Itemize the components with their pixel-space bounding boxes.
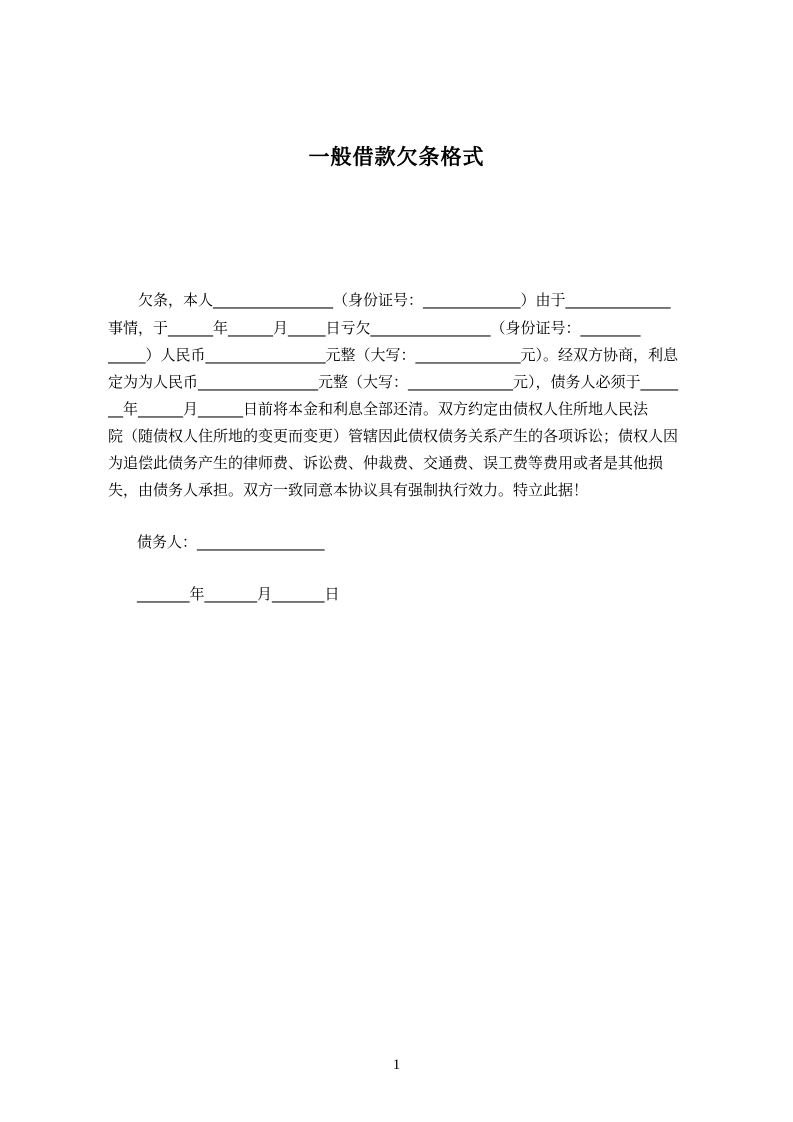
debtor-signature-line: 债务人：_________________ — [137, 533, 325, 551]
body-line-4: 定为为人民币________________元整（大写：______________元），债务人必须于_____ — [108, 373, 679, 391]
signature-date-line: _______年_______月_______日 — [137, 585, 340, 603]
document-title: 一般借款欠条格式 — [308, 145, 485, 169]
page-number: 1 — [392, 1057, 401, 1073]
body-line-8: 失，由债务人承担。双方一致同意本协议具有强制执行效力。特立此据！ — [108, 481, 589, 499]
body-line-6: 院（随债权人住所地的变更而变更）管辖因此债权债务关系产生的各项诉讼；债权人因 — [108, 427, 679, 445]
body-line-7: 为追偿此债务产生的律师费、诉讼费、仲裁费、交通费、误工费等费用或者是其他损 — [108, 454, 664, 472]
body-line-2: 事情，于______年______月_____日亏欠________________（身份证号：________ — [108, 319, 641, 337]
body-line-1: 欠条，本人________________（身份证号：_____________）由于______________ — [138, 291, 671, 309]
body-line-3: _____）人民币________________元整（大写：______________元）。经双方协商，利息 — [108, 346, 679, 364]
body-line-5: __年______月______日前将本金和利息全部还清。双方约定由债权人住所地人民法 — [108, 400, 649, 418]
